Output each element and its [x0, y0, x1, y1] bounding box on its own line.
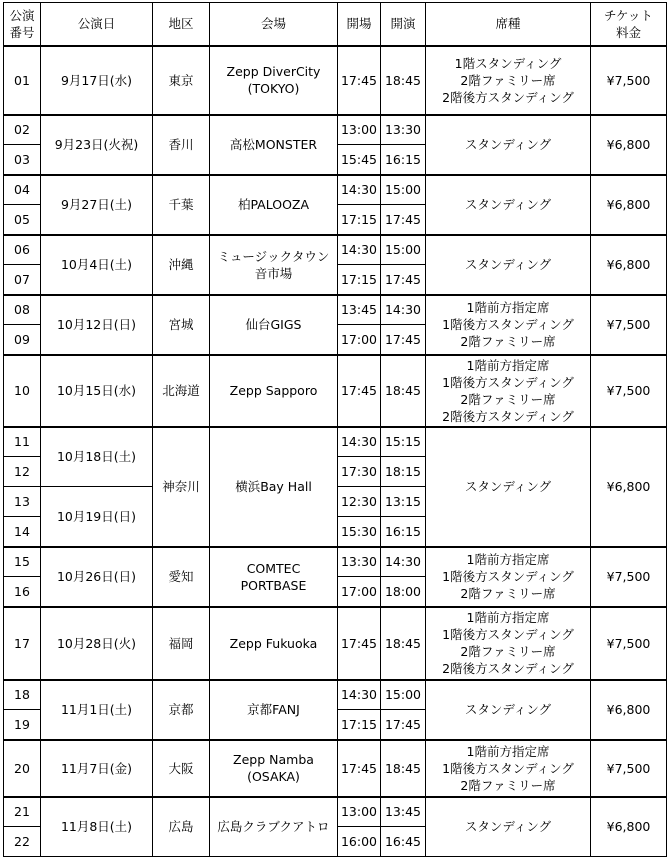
show-start-cell: 15:15 [381, 427, 426, 457]
show-start-cell: 18:00 [381, 577, 426, 607]
performance-no-cell: 18 [4, 680, 41, 710]
performance-no-cell: 06 [4, 235, 41, 265]
performance-date-cell: 10月18日(土) [41, 427, 153, 487]
table-row [4, 547, 667, 577]
performance-date-cell: 10月19日(日) [41, 487, 153, 547]
show-start-cell: 14:30 [381, 547, 426, 577]
doors-open-cell: 17:00 [338, 325, 381, 355]
header-region: 地区 [153, 3, 210, 46]
venue-cell: 仙台GIGS [210, 295, 338, 355]
performance-no-cell: 10 [4, 355, 41, 427]
venue-cell: COMTEC PORTBASE [210, 547, 338, 607]
performance-date-cell: 11月8日(土) [41, 797, 153, 857]
performance-no-cell: 15 [4, 547, 41, 577]
seat-type-cell: 1階前方指定席 1階後方スタンディング 2階ファミリー席 [426, 740, 591, 797]
region-cell: 宮城 [153, 295, 210, 355]
doors-open-cell: 13:30 [338, 547, 381, 577]
doors-open-cell: 17:30 [338, 457, 381, 487]
doors-open-cell: 17:00 [338, 577, 381, 607]
doors-open-cell: 17:15 [338, 205, 381, 235]
table-row [4, 680, 667, 710]
show-start-cell: 18:15 [381, 457, 426, 487]
performance-date-cell: 9月27日(土) [41, 175, 153, 235]
venue-cell: 京都FANJ [210, 680, 338, 740]
region-cell: 東京 [153, 46, 210, 115]
ticket-price-cell: ¥6,800 [591, 175, 667, 235]
venue-cell: Zepp Namba (OSAKA) [210, 740, 338, 797]
seat-type-cell: 1階前方指定席 1階後方スタンディング 2階ファミリー席 [426, 295, 591, 355]
show-start-cell: 16:15 [381, 145, 426, 175]
region-cell: 広島 [153, 797, 210, 857]
venue-cell: Zepp DiverCity (TOKYO) [210, 46, 338, 115]
region-cell: 沖縄 [153, 235, 210, 295]
performance-date-cell: 10月15日(水) [41, 355, 153, 427]
seat-type-cell: スタンディング [426, 680, 591, 740]
ticket-price-cell: ¥6,800 [591, 797, 667, 857]
doors-open-cell: 12:30 [338, 487, 381, 517]
show-start-cell: 13:15 [381, 487, 426, 517]
doors-open-cell: 14:30 [338, 427, 381, 457]
show-start-cell: 16:15 [381, 517, 426, 547]
tour-schedule-table [3, 2, 667, 857]
performance-no-cell: 17 [4, 607, 41, 680]
ticket-price-cell: ¥6,800 [591, 680, 667, 740]
header-doors-open: 開場 [338, 3, 381, 46]
header-ticket-price: チケット 料金 [591, 3, 667, 46]
show-start-cell: 17:45 [381, 710, 426, 740]
performance-date-cell: 10月26日(日) [41, 547, 153, 607]
show-start-cell: 13:30 [381, 115, 426, 145]
doors-open-cell: 16:00 [338, 827, 381, 857]
seat-type-cell: 1階前方指定席 1階後方スタンディング 2階ファミリー席 [426, 547, 591, 607]
performance-date-cell: 9月23日(火祝) [41, 115, 153, 175]
seat-type-cell: スタンディング [426, 175, 591, 235]
ticket-price-cell: ¥6,800 [591, 115, 667, 175]
doors-open-cell: 14:30 [338, 680, 381, 710]
seat-type-cell: スタンディング [426, 797, 591, 857]
ticket-price-cell: ¥6,800 [591, 235, 667, 295]
performance-no-cell: 07 [4, 265, 41, 295]
show-start-cell: 15:00 [381, 235, 426, 265]
show-start-cell: 15:00 [381, 175, 426, 205]
performance-no-cell: 14 [4, 517, 41, 547]
performance-no-cell: 05 [4, 205, 41, 235]
seat-type-cell: 1階前方指定席 1階後方スタンディング 2階ファミリー席 2階後方スタンディング [426, 607, 591, 680]
schedule-body [4, 46, 667, 857]
doors-open-cell: 14:30 [338, 175, 381, 205]
show-start-cell: 18:45 [381, 46, 426, 115]
doors-open-cell: 15:30 [338, 517, 381, 547]
header-row [4, 3, 667, 46]
region-cell: 北海道 [153, 355, 210, 427]
venue-cell: 柏PALOOZA [210, 175, 338, 235]
performance-date-cell: 9月17日(水) [41, 46, 153, 115]
header-date: 公演日 [41, 3, 153, 46]
region-cell: 香川 [153, 115, 210, 175]
doors-open-cell: 17:45 [338, 355, 381, 427]
doors-open-cell: 17:15 [338, 710, 381, 740]
region-cell: 大阪 [153, 740, 210, 797]
performance-no-cell: 16 [4, 577, 41, 607]
performance-no-cell: 03 [4, 145, 41, 175]
seat-type-cell: スタンディング [426, 235, 591, 295]
ticket-price-cell: ¥7,500 [591, 355, 667, 427]
region-cell: 福岡 [153, 607, 210, 680]
performance-date-cell: 10月28日(火) [41, 607, 153, 680]
venue-cell: ミュージックタウン 音市場 [210, 235, 338, 295]
performance-no-cell: 22 [4, 827, 41, 857]
performance-no-cell: 01 [4, 46, 41, 115]
venue-cell: 横浜Bay Hall [210, 427, 338, 547]
performance-no-cell: 02 [4, 115, 41, 145]
header-performance-no: 公演 番号 [4, 3, 41, 46]
doors-open-cell: 14:30 [338, 235, 381, 265]
region-cell: 愛知 [153, 547, 210, 607]
header-venue: 会場 [210, 3, 338, 46]
performance-no-cell: 04 [4, 175, 41, 205]
ticket-price-cell: ¥7,500 [591, 607, 667, 680]
seat-type-cell: 1階前方指定席 1階後方スタンディング 2階ファミリー席 2階後方スタンディング [426, 355, 591, 427]
ticket-price-cell: ¥7,500 [591, 46, 667, 115]
show-start-cell: 17:45 [381, 205, 426, 235]
show-start-cell: 14:30 [381, 295, 426, 325]
show-start-cell: 18:45 [381, 607, 426, 680]
table-row [4, 355, 667, 427]
ticket-price-cell: ¥7,500 [591, 295, 667, 355]
region-cell: 京都 [153, 680, 210, 740]
performance-no-cell: 19 [4, 710, 41, 740]
ticket-price-cell: ¥7,500 [591, 547, 667, 607]
performance-no-cell: 21 [4, 797, 41, 827]
show-start-cell: 15:00 [381, 680, 426, 710]
seat-type-cell: スタンディング [426, 427, 591, 547]
show-start-cell: 17:45 [381, 325, 426, 355]
venue-cell: 広島クラブクアトロ [210, 797, 338, 857]
doors-open-cell: 13:00 [338, 797, 381, 827]
performance-date-cell: 10月12日(日) [41, 295, 153, 355]
header-show-start: 開演 [381, 3, 426, 46]
venue-cell: Zepp Sapporo [210, 355, 338, 427]
performance-date-cell: 10月4日(土) [41, 235, 153, 295]
table-row [4, 46, 667, 115]
performance-no-cell: 13 [4, 487, 41, 517]
table-row [4, 115, 667, 145]
performance-no-cell: 11 [4, 427, 41, 457]
performance-date-cell: 11月7日(金) [41, 740, 153, 797]
show-start-cell: 18:45 [381, 355, 426, 427]
performance-no-cell: 08 [4, 295, 41, 325]
show-start-cell: 13:45 [381, 797, 426, 827]
show-start-cell: 18:45 [381, 740, 426, 797]
doors-open-cell: 13:45 [338, 295, 381, 325]
doors-open-cell: 15:45 [338, 145, 381, 175]
table-row [4, 607, 667, 680]
show-start-cell: 17:45 [381, 265, 426, 295]
show-start-cell: 16:45 [381, 827, 426, 857]
doors-open-cell: 17:15 [338, 265, 381, 295]
performance-no-cell: 20 [4, 740, 41, 797]
doors-open-cell: 17:45 [338, 46, 381, 115]
table-row [4, 427, 667, 457]
doors-open-cell: 13:00 [338, 115, 381, 145]
region-cell: 千葉 [153, 175, 210, 235]
table-row [4, 175, 667, 205]
seat-type-cell: スタンディング [426, 115, 591, 175]
doors-open-cell: 17:45 [338, 740, 381, 797]
ticket-price-cell: ¥7,500 [591, 740, 667, 797]
seat-type-cell: 1階スタンディング 2階ファミリー席 2階後方スタンディング [426, 46, 591, 115]
table-row [4, 740, 667, 797]
region-cell: 神奈川 [153, 427, 210, 547]
performance-no-cell: 12 [4, 457, 41, 487]
ticket-price-cell: ¥6,800 [591, 427, 667, 547]
header-seat-type: 席種 [426, 3, 591, 46]
venue-cell: 高松MONSTER [210, 115, 338, 175]
performance-no-cell: 09 [4, 325, 41, 355]
table-row [4, 797, 667, 827]
venue-cell: Zepp Fukuoka [210, 607, 338, 680]
table-row [4, 295, 667, 325]
table-row [4, 235, 667, 265]
doors-open-cell: 17:45 [338, 607, 381, 680]
performance-date-cell: 11月1日(土) [41, 680, 153, 740]
